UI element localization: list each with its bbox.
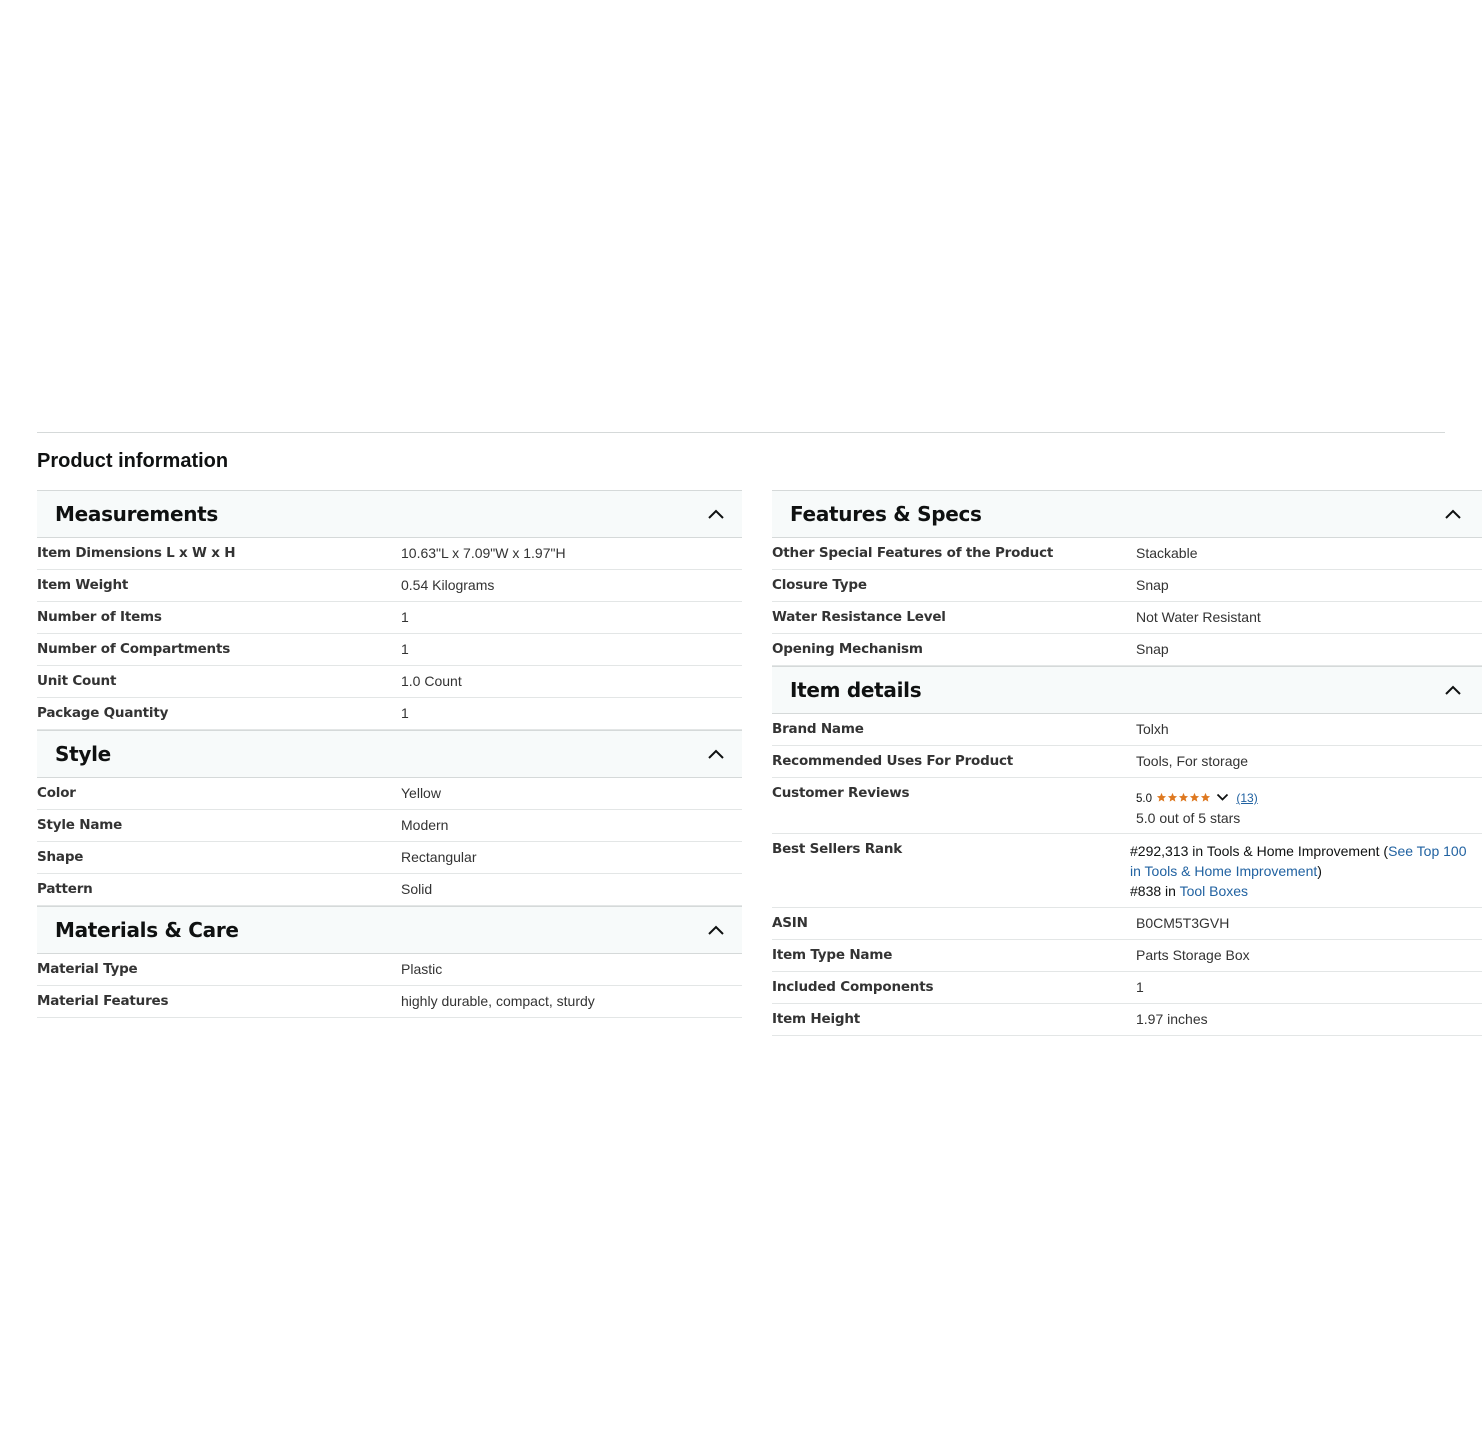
row-value: 1 — [1136, 979, 1144, 995]
item-details-section-header[interactable] — [772, 666, 1482, 714]
rating-score: 5.0 — [1136, 793, 1152, 805]
row-label: Brand Name — [772, 721, 864, 737]
style-table — [37, 778, 742, 906]
features-specs-section-header[interactable] — [772, 490, 1482, 538]
page-title: Product information — [37, 450, 229, 472]
star-rating[interactable] — [1156, 789, 1211, 808]
table-row — [37, 810, 742, 842]
table-row — [37, 986, 742, 1018]
row-label: Item Height — [772, 1011, 861, 1027]
measurements-section-header[interactable] — [37, 490, 742, 538]
rank-text: #838 in — [1130, 883, 1180, 899]
rating-text: 5.0 out of 5 stars — [1136, 810, 1241, 826]
row-value: Parts Storage Box — [1136, 947, 1250, 963]
review-count-link[interactable]: (13) — [1236, 791, 1258, 805]
row-label: Material Features — [37, 993, 169, 1009]
table-row — [772, 602, 1482, 634]
section-title: Measurements — [55, 502, 219, 526]
row-label: Shape — [37, 849, 84, 865]
table-row — [37, 570, 742, 602]
row-label: Style Name — [37, 817, 123, 833]
table-row — [37, 842, 742, 874]
star-icon — [1178, 792, 1189, 803]
row-label: Recommended Uses For Product — [772, 753, 1014, 769]
table-row — [772, 746, 1482, 778]
row-label: Water Resistance Level — [772, 609, 946, 625]
table-row — [772, 972, 1482, 1004]
row-label: Opening Mechanism — [772, 641, 923, 657]
rank-text-tail: ) — [1317, 863, 1322, 879]
see-top-100-link[interactable]: See Top 100 — [1388, 843, 1467, 859]
row-value: 1 — [401, 641, 409, 657]
customer-reviews-value — [1136, 778, 1482, 834]
best-sellers-rank-row — [772, 834, 1482, 908]
materials-care-section-header[interactable] — [37, 906, 742, 954]
row-label: Color — [37, 785, 76, 801]
style-section-header[interactable] — [37, 730, 742, 778]
table-row — [37, 778, 742, 810]
rank-text: #292,313 in Tools & Home Improvement ( — [1130, 843, 1389, 859]
chevron-up-icon[interactable] — [1444, 683, 1462, 697]
row-label: Unit Count — [37, 673, 117, 689]
table-row — [772, 714, 1482, 746]
table-row — [772, 1004, 1482, 1036]
star-icon — [1200, 792, 1211, 803]
chevron-up-icon[interactable] — [707, 747, 725, 761]
table-row — [37, 874, 742, 906]
chevron-up-icon[interactable] — [707, 923, 725, 937]
row-value: Snap — [1136, 641, 1169, 657]
item-details-table — [772, 714, 1482, 1036]
row-label: Item Type Name — [772, 947, 893, 963]
row-label: Item Dimensions L x W x H — [37, 545, 236, 561]
row-value: Snap — [1136, 577, 1169, 593]
row-value: 1 — [401, 609, 409, 625]
row-value: 1.0 Count — [401, 673, 462, 689]
materials-care-table — [37, 954, 742, 1018]
row-label: Package Quantity — [37, 705, 169, 721]
table-row — [772, 940, 1482, 972]
row-value: Rectangular — [401, 849, 477, 865]
section-title: Item details — [790, 678, 922, 702]
customer-reviews-row — [772, 778, 1482, 834]
row-label: ASIN — [772, 915, 808, 931]
row-label: Closure Type — [772, 577, 867, 593]
tool-boxes-link[interactable]: Tool Boxes — [1179, 883, 1249, 899]
table-row — [37, 698, 742, 730]
row-value: B0CM5T3GVH — [1136, 915, 1230, 931]
measurements-table — [37, 538, 742, 730]
table-row — [772, 634, 1482, 666]
table-row — [37, 634, 742, 666]
row-label: Material Type — [37, 961, 138, 977]
row-label: Pattern — [37, 881, 93, 897]
section-title: Materials & Care — [55, 918, 239, 942]
right-column — [772, 490, 1467, 1030]
row-value: Stackable — [1136, 545, 1198, 561]
section-title: Style — [55, 742, 111, 766]
row-label: Number of Compartments — [37, 641, 231, 657]
table-row — [772, 570, 1482, 602]
row-label: Included Components — [772, 979, 934, 995]
top-divider — [37, 432, 1445, 433]
best-sellers-rank-value — [1130, 834, 1476, 908]
row-value: Tolxh — [1136, 721, 1169, 737]
table-row — [37, 954, 742, 986]
row-value: highly durable, compact, sturdy — [401, 993, 595, 1009]
table-row — [772, 538, 1482, 570]
table-row — [37, 538, 742, 570]
row-value: Tools, For storage — [1136, 753, 1249, 769]
row-label: Item Weight — [37, 577, 129, 593]
left-column — [37, 490, 742, 1030]
row-value: Not Water Resistant — [1136, 609, 1261, 625]
star-icon — [1156, 792, 1167, 803]
row-value: 0.54 Kilograms — [401, 577, 495, 593]
row-label: Other Special Features of the Product — [772, 545, 1054, 561]
category-link[interactable]: in Tools & Home Improvement — [1130, 863, 1318, 879]
row-value: 10.63"L x 7.09"W x 1.97"H — [401, 545, 566, 561]
row-value: Plastic — [401, 961, 443, 977]
row-label: Number of Items — [37, 609, 162, 625]
section-title: Features & Specs — [790, 502, 982, 526]
star-icon — [1167, 792, 1178, 803]
row-value: Solid — [401, 881, 433, 897]
row-label: Best Sellers Rank — [772, 841, 903, 857]
row-value: 1 — [401, 705, 409, 721]
row-label: Customer Reviews — [772, 785, 910, 801]
row-value: Yellow — [401, 785, 441, 801]
row-value: 1.97 inches — [1136, 1011, 1208, 1027]
star-icon — [1189, 792, 1200, 803]
chevron-down-icon[interactable] — [1216, 792, 1229, 802]
table-row — [37, 602, 742, 634]
table-row — [37, 666, 742, 698]
chevron-up-icon[interactable] — [707, 507, 725, 521]
table-row — [772, 908, 1482, 940]
features-specs-table — [772, 538, 1482, 666]
chevron-up-icon[interactable] — [1444, 507, 1462, 521]
row-value: Modern — [401, 817, 449, 833]
